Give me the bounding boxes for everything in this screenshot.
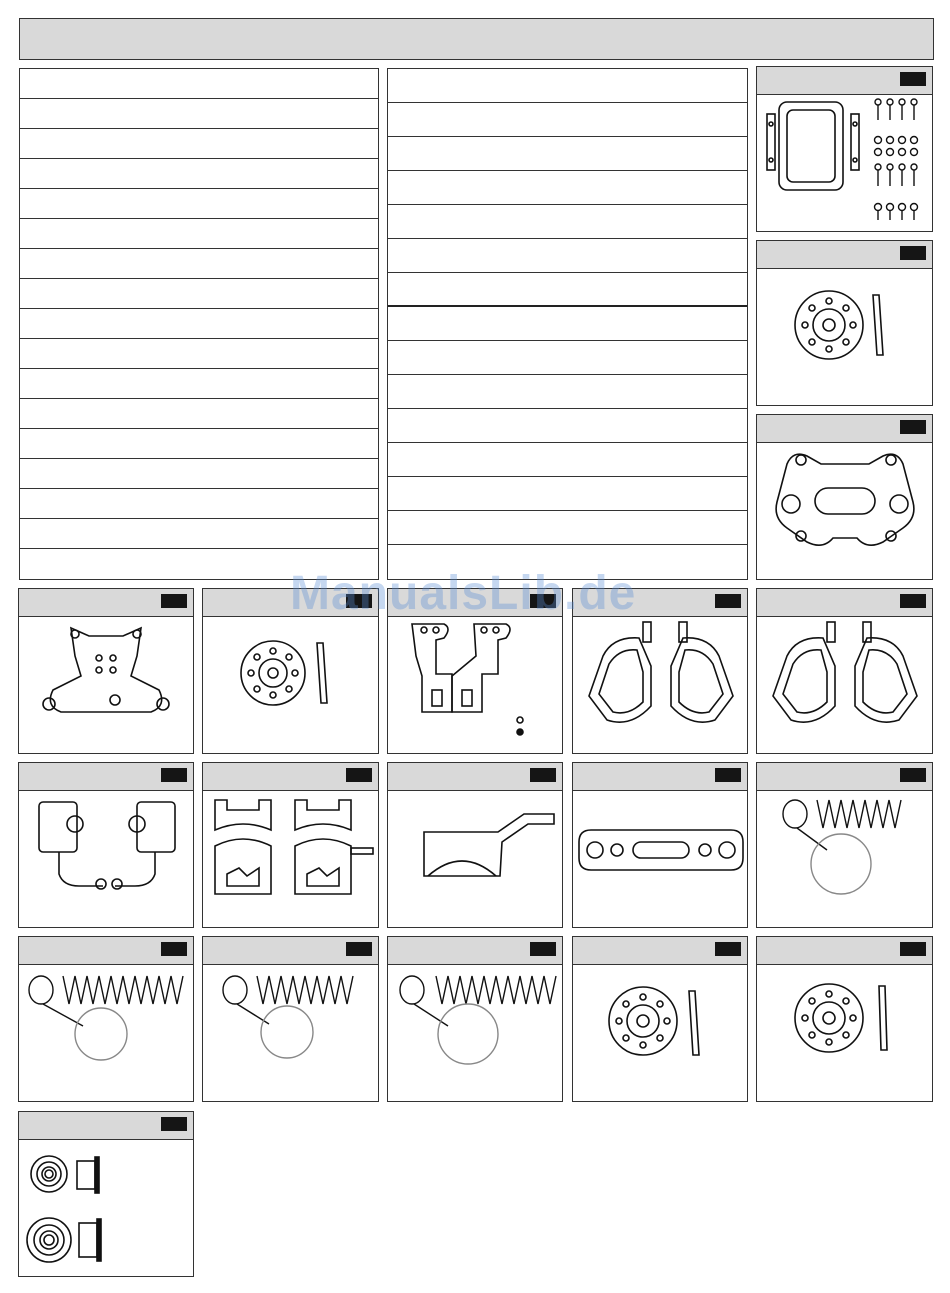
table-row bbox=[388, 477, 747, 511]
table-row bbox=[20, 189, 378, 219]
flange-nut-pair-icon bbox=[19, 1139, 195, 1277]
part-card-hub-disc bbox=[756, 240, 933, 406]
coil-spring-icon bbox=[388, 964, 564, 1102]
table-row bbox=[20, 99, 378, 129]
part-number-tag bbox=[161, 942, 187, 956]
part-number-tag bbox=[530, 942, 556, 956]
part-card-suspension-arm bbox=[756, 588, 933, 754]
bumper-plate-icon bbox=[573, 790, 749, 928]
parts-table-right bbox=[387, 68, 748, 580]
part-card-steering-knuckle bbox=[18, 762, 194, 928]
part-number-tag bbox=[161, 1117, 187, 1131]
table-row bbox=[20, 339, 378, 369]
wheel-hub-disc-icon bbox=[203, 616, 380, 754]
table-row bbox=[20, 519, 378, 549]
table-row bbox=[20, 459, 378, 489]
part-number-tag bbox=[715, 942, 741, 956]
coil-spring-icon bbox=[19, 964, 195, 1102]
gear-box-plate-with-screws-icon bbox=[757, 94, 934, 232]
coil-spring-icon bbox=[203, 964, 380, 1102]
table-row bbox=[20, 69, 378, 99]
table-row bbox=[388, 375, 747, 409]
part-number-tag bbox=[715, 768, 741, 782]
table-row bbox=[388, 239, 747, 273]
part-card-bulkhead bbox=[202, 762, 379, 928]
wheel-hub-disc-icon bbox=[757, 964, 934, 1102]
part-card-motor-mount bbox=[387, 762, 563, 928]
table-row bbox=[388, 341, 747, 375]
part-number-tag bbox=[715, 594, 741, 608]
part-card-brace-plate bbox=[756, 414, 933, 580]
table-row bbox=[388, 69, 747, 103]
part-card-spring bbox=[387, 936, 563, 1102]
table-row bbox=[388, 171, 747, 205]
table-row bbox=[388, 409, 747, 443]
table-row bbox=[20, 279, 378, 309]
part-number-tag bbox=[900, 246, 926, 260]
part-card-spring bbox=[18, 936, 194, 1102]
table-row bbox=[20, 159, 378, 189]
suspension-arm-pair-icon bbox=[757, 616, 934, 754]
part-number-tag bbox=[900, 942, 926, 956]
table-row bbox=[20, 309, 378, 339]
table-row bbox=[20, 489, 378, 519]
wheel-hub-disc-icon bbox=[757, 268, 934, 406]
table-row bbox=[20, 249, 378, 279]
part-card-shock-tower bbox=[18, 588, 194, 754]
table-row bbox=[20, 369, 378, 399]
table-row bbox=[388, 205, 747, 239]
steering-knuckle-pair-icon bbox=[19, 790, 195, 928]
hub-carrier-pair-icon bbox=[388, 616, 564, 754]
watermark: ManualsLib.de bbox=[290, 567, 637, 620]
part-number-tag bbox=[530, 768, 556, 782]
part-card-spring bbox=[756, 762, 933, 928]
coil-spring-icon bbox=[757, 790, 934, 928]
motor-mount-icon bbox=[388, 790, 564, 928]
table-row bbox=[388, 137, 747, 171]
part-number-tag bbox=[346, 768, 372, 782]
table-row bbox=[388, 307, 747, 341]
part-number-tag bbox=[346, 942, 372, 956]
table-row bbox=[20, 429, 378, 459]
table-row bbox=[20, 219, 378, 249]
shock-tower-plate-icon bbox=[19, 616, 195, 754]
table-row bbox=[388, 511, 747, 545]
table-row bbox=[388, 273, 747, 307]
part-card-hub-disc bbox=[572, 936, 748, 1102]
parts-table-left bbox=[19, 68, 379, 580]
bulkhead-pair-icon bbox=[203, 790, 380, 928]
part-card-spring bbox=[202, 936, 379, 1102]
table-row bbox=[388, 103, 747, 137]
part-number-tag bbox=[161, 594, 187, 608]
part-number-tag bbox=[900, 420, 926, 434]
table-row bbox=[20, 399, 378, 429]
part-number-tag bbox=[900, 768, 926, 782]
part-card-hub-disc bbox=[756, 936, 933, 1102]
brace-plate-icon bbox=[757, 442, 934, 580]
table-row bbox=[388, 443, 747, 477]
part-card-flange-nuts bbox=[18, 1111, 194, 1277]
part-number-tag bbox=[161, 768, 187, 782]
wheel-hub-disc-icon bbox=[573, 964, 749, 1102]
part-number-tag bbox=[900, 72, 926, 86]
part-card-gear-box-plate bbox=[756, 66, 933, 232]
suspension-arm-pair-icon bbox=[573, 616, 749, 754]
part-card-bumper bbox=[572, 762, 748, 928]
page-title-bar bbox=[19, 18, 934, 60]
table-row bbox=[20, 129, 378, 159]
part-number-tag bbox=[900, 594, 926, 608]
